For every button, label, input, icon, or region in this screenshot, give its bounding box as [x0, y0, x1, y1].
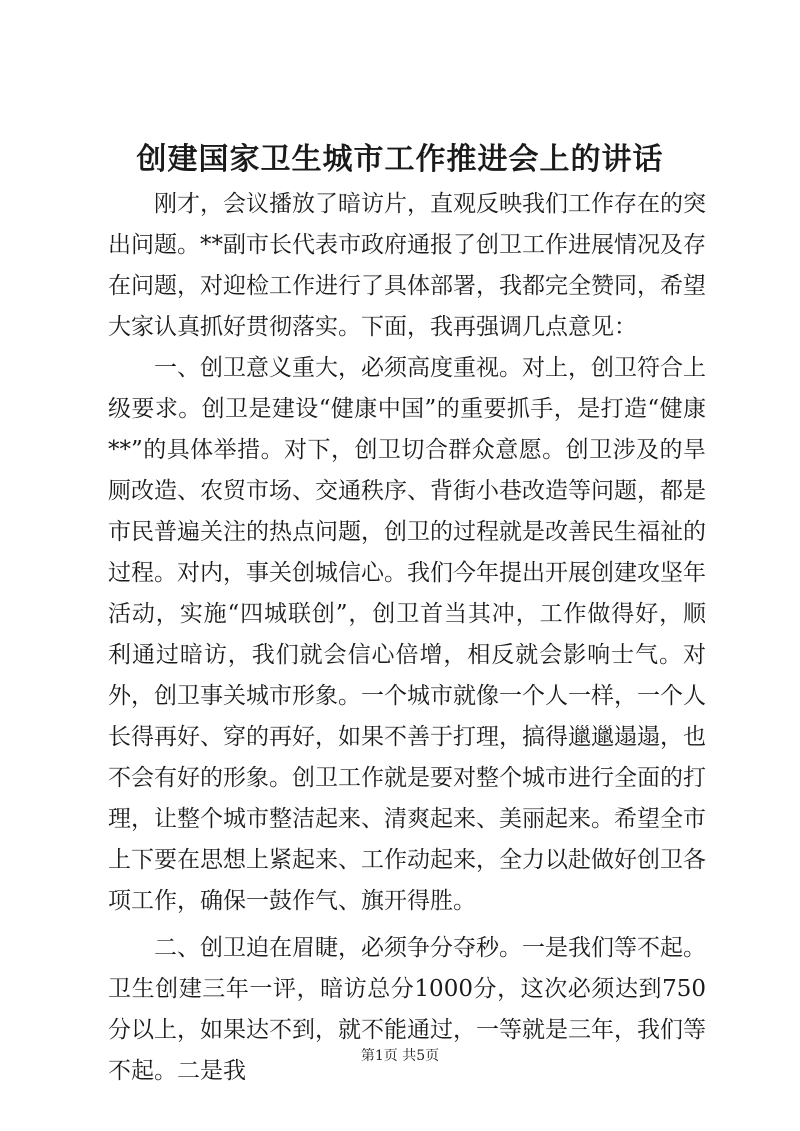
page-number-footer: 第1页 共5页 [360, 1048, 440, 1064]
document-body [108, 184, 706, 1092]
paragraph-section-two: 二、创卫迫在眉睫，必须争分夺秒。一是我们等不起。卫生创建三年一评，暗访总分1000分，这次必须达到750分以上，如果达不到，就不能通过，一等就是三年，我们等不起。二是我 [108, 935, 706, 1084]
document-title: 创建国家卫生城市工作推进会上的讲话 [136, 142, 664, 177]
paragraph-section-one: 一、创卫意义重大，必须高度重视。对上，创卫符合上级要求。创卫是建设“健康中国”的重要抓手，是打造“健康**”的具体举措。对下，创卫切合群众意愿。创卫涉及的旱厕改造、农贸市场、交通秩序、背街小巷改造等问题，都是市民普遍关注的热点问题，创卫的过程就是改善民生福祉的过程。对内，事关创城信心。我们今年提出开展创建攻坚年活动，实施“四城联创”，创卫首当其冲，工作做得好，顺利通过暗访，我们就会信心倍增，相反就会影响士气。对外，创卫事关城市形象。一个城市就像一个人一样，一个人长得再好、穿的再好，如果不善于打理，搞得邋邋遢遢，也不会有好的形象。创卫工作就是要对整个城市进行全面的打理，让整个城市整洁起来、清爽起来、美丽起来。希望全市上下要在思想上紧起来、工作动起来，全力以赴做好创卫各项工作，确保一鼓作气、旗开得胜。 [108, 355, 706, 914]
paragraph-intro: 刚才，会议播放了暗访片，直观反映我们工作存在的突出问题。**副市长代表市政府通报了创卫工作进展情况及存在问题，对迎检工作进行了具体部署，我都完全赞同，希望大家认真抓好贯彻落实。下面，我再强调几点意见： [108, 191, 706, 340]
